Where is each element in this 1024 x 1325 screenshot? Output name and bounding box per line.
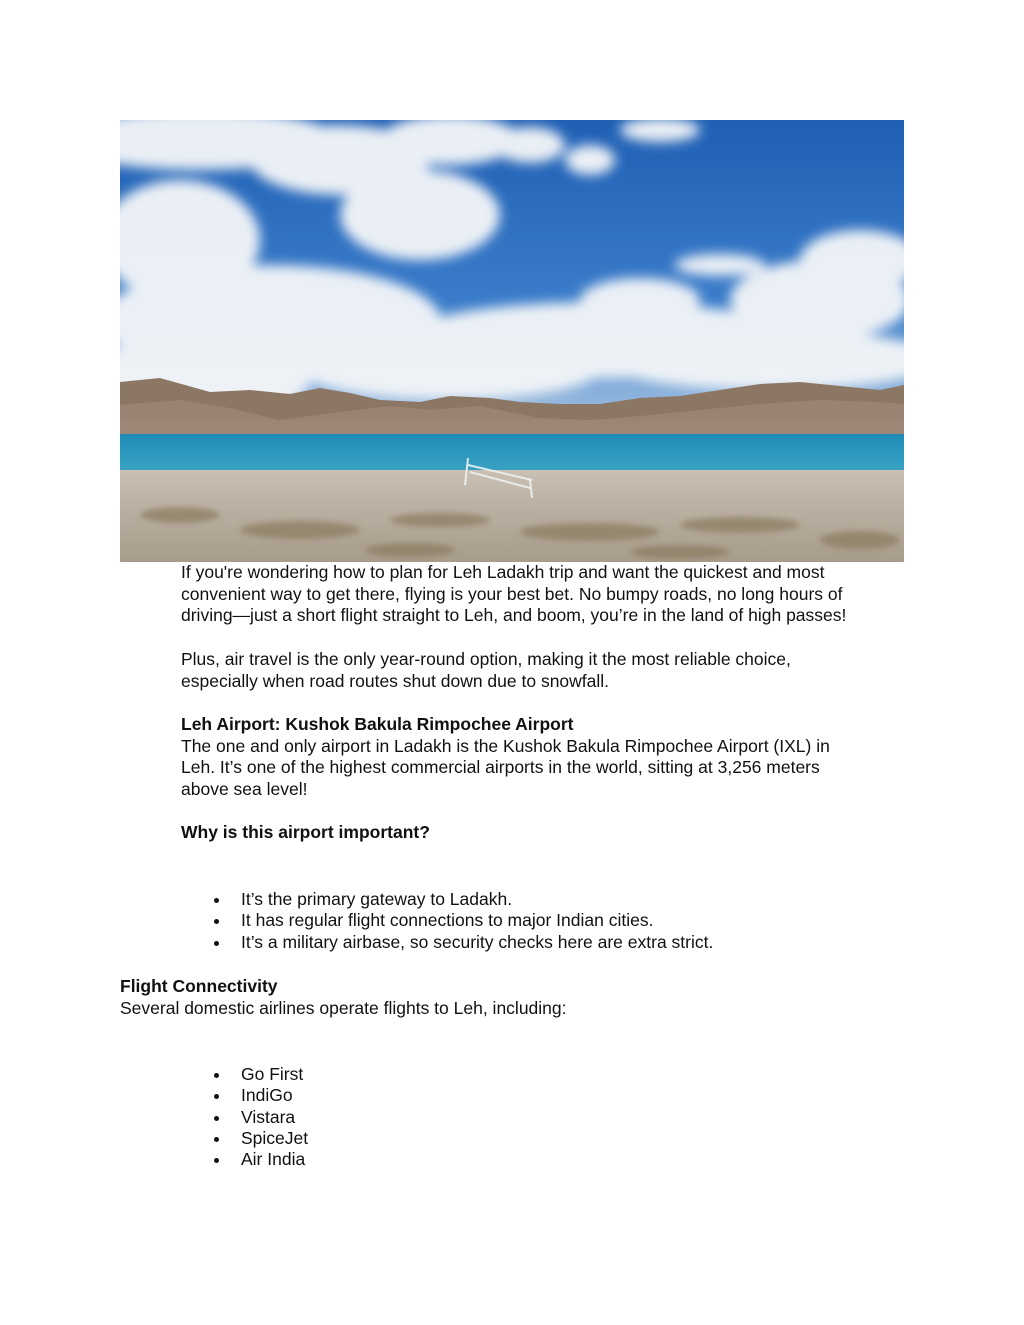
intro-paragraph (181, 562, 901, 627)
list-item: Go First (181, 1064, 308, 1085)
connectivity-section (120, 976, 900, 1019)
list-item: It’s a military airbase, so security checks here are extra strict. (181, 932, 713, 953)
year-round-line: Plus, air travel is the only year-round option, making it the most reliable choice, (181, 649, 791, 669)
airport-heading: Leh Airport: Kushok Bakula Rimpochee Airport (181, 714, 574, 734)
airport-line: Leh. It’s one of the highest commercial airports in the world, sitting at 3,256 meters (181, 757, 820, 777)
airport-line: above sea level! (181, 778, 308, 799)
list-item: Vistara (181, 1107, 308, 1128)
pangong-lake-image (120, 120, 904, 562)
airlines-list (181, 1064, 308, 1170)
why-list (181, 889, 713, 953)
airport-line: The one and only airport in Ladakh is the Kushok Bakula Rimpochee Airport (IXL) in (181, 735, 830, 756)
list-item: SpiceJet (181, 1128, 308, 1149)
airport-section (181, 714, 901, 800)
intro-line: If you're wondering how to plan for Leh Ladakh trip and want the quickest and most (181, 562, 825, 582)
list-item: It has regular flight connections to major Indian cities. (181, 910, 713, 931)
why-heading: Why is this airport important? (181, 822, 430, 842)
intro-line: convenient way to get there, flying is your best bet. No bumpy roads, no long hours of (181, 583, 843, 604)
connectivity-intro: Several domestic airlines operate flights to Leh, including: (120, 997, 567, 1018)
year-round-line: especially when road routes shut down due to snowfall. (181, 670, 610, 691)
list-item: It’s the primary gateway to Ladakh. (181, 889, 713, 910)
intro-line: driving—just a short flight straight to Leh, and boom, you’re in the land of high passes! (181, 605, 847, 625)
hero-photo (120, 120, 904, 562)
list-item: Air India (181, 1149, 308, 1170)
list-item: IndiGo (181, 1085, 308, 1106)
connectivity-heading: Flight Connectivity (120, 976, 278, 996)
year-round-paragraph (181, 649, 901, 692)
